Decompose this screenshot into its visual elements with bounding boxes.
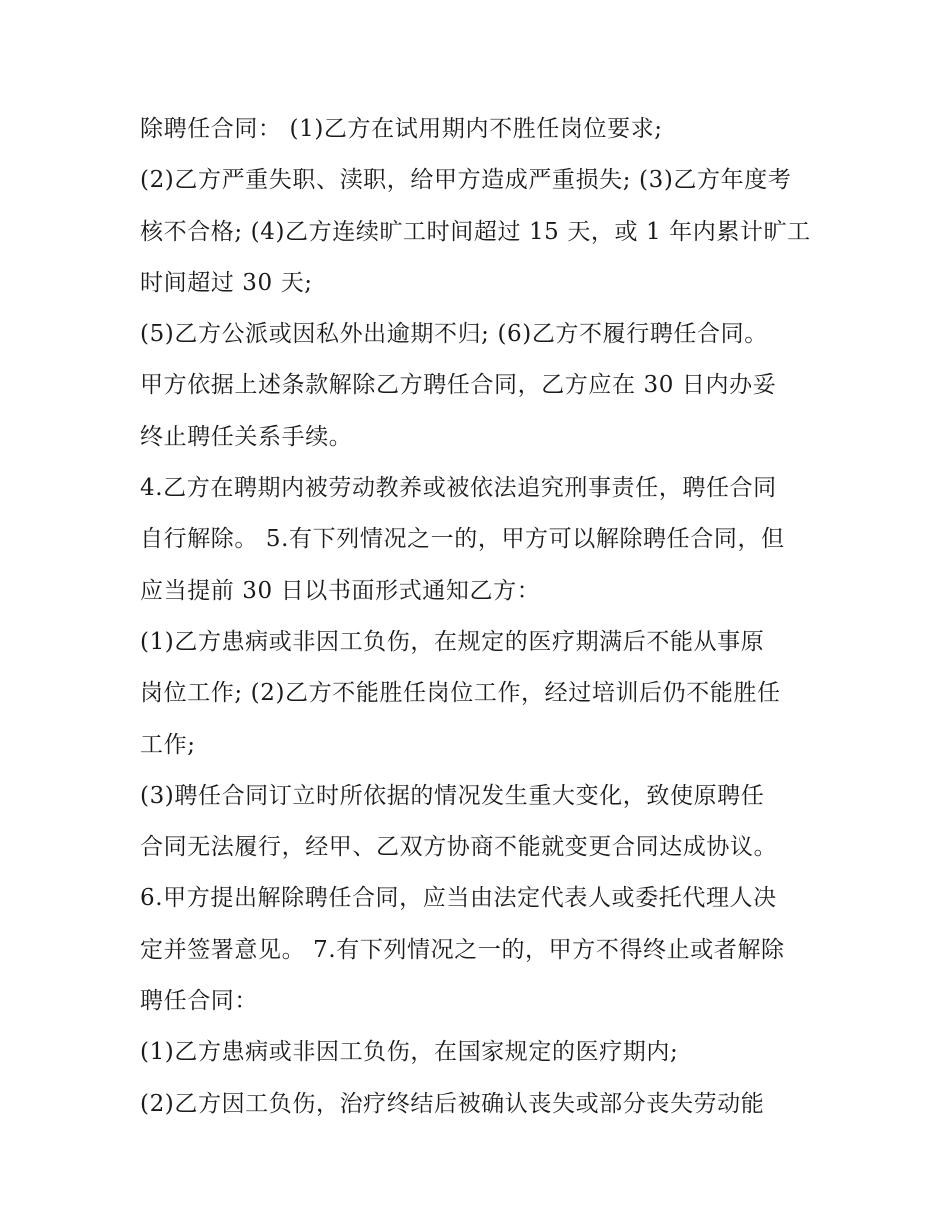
text-line: 应当提前 30 日以书面形式通知乙方：: [140, 577, 541, 604]
text-line: 甲方依据上述条款解除乙方聘任合同，乙方应在 30 日内办妥: [140, 372, 777, 399]
text-line: (1)乙方患病或非因工负伤，在国家规定的医疗期内;: [140, 1039, 679, 1066]
text-line: 自行解除。 5.有下列情况之一的，甲方可以解除聘任合同，但: [140, 526, 785, 553]
text-line: (2)乙方严重失职、渎职，给甲方造成严重损失; (3)乙方年度考: [140, 167, 792, 194]
text-line: 核不合格; (4)乙方连续旷工时间超过 15 天，或 1 年内累计旷工: [140, 218, 811, 245]
text-line: 合同无法履行，经甲、乙双方协商不能就变更合同达成协议。: [140, 834, 778, 861]
text-line: 除聘任合同： (1)乙方在试用期内不胜任岗位要求;: [140, 116, 663, 142]
text-line: 工作;: [140, 731, 196, 758]
text-line: 岗位工作; (2)乙方不能胜任岗位工作，经过培训后仍不能胜任: [140, 680, 781, 707]
text-line: (3)聘任合同订立时所依据的情况发生重大变化，致使原聘任: [140, 782, 765, 809]
text-line: 聘任合同：: [140, 988, 258, 1015]
text-line: 终止聘任关系手续。: [140, 423, 353, 450]
text-line: (2)乙方因工负伤，治疗终结后被确认丧失或部分丧失劳动能: [140, 1090, 765, 1117]
text-line: (1)乙方患病或非因工负伤，在规定的医疗期满后不能从事原: [140, 628, 765, 655]
text-line: 时间超过 30 天;: [140, 269, 313, 296]
document-body: [140, 104, 830, 1130]
text-line: 定并签署意见。 7.有下列情况之一的，甲方不得终止或者解除: [140, 936, 785, 963]
text-line: 6.甲方提出解除聘任合同，应当由法定代表人或委托代理人决: [140, 885, 777, 912]
text-line: 4.乙方在聘期内被劳动教养或被依法追究刑事责任，聘任合同: [140, 475, 777, 502]
text-line: (5)乙方公派或因私外出逾期不归; (6)乙方不履行聘任合同。: [140, 321, 768, 348]
